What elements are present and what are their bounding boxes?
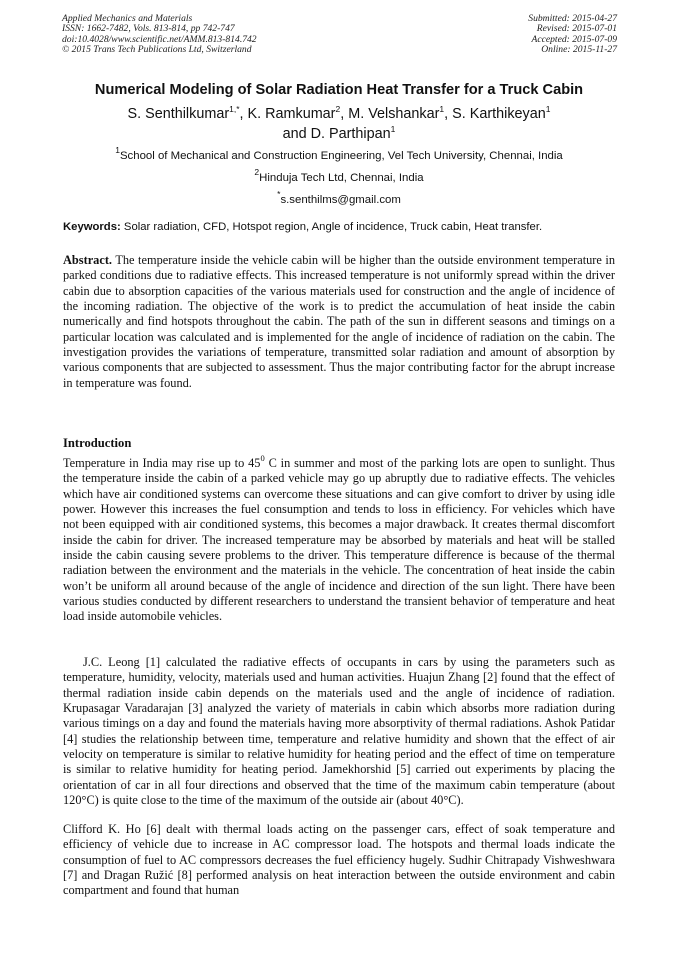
doi-line: doi:10.4028/www.scientific.net/AMM.813-814.742 xyxy=(62,33,257,45)
affiliation-1 xyxy=(30,145,648,162)
author-affil-mark: 1,* xyxy=(229,104,240,114)
p1-text-rest: C in summer and most of the parking lots are open to sunlight. Thus the temperature inside the cabin of a parked vehicle may go up abruptly due to radiative effects. The vehicles which have air conditioned systems can overcome these situations and can give comfort to driver by using idle power. However this increases the fuel consumption and tends to loss in efficiency. For vehicles which have not been equipped with air conditioned systems, this becomes a major drawback. It creates thermal discomfort inside the cabin for driver. The increased temperature may be absorbed by materials and heat will be stalled inside the cabin causing severe problems to the driver. This temperature difference is because of the thermal radiation between the environment and the materials in the vehicle. The concentration of heat inside the cabin won’t be uniform all around because of the angle of incidence and direction of the sun light. There have been various studies conducted by different researchers to understand the transient behavior of temperature and heat load inside automobile vehicles. xyxy=(63,456,615,624)
publication-dates xyxy=(528,14,617,56)
keywords-text: Solar radiation, CFD, Hotspot region, Angle of incidence, Truck cabin, Heat transfer. xyxy=(123,221,543,233)
paper-title: Numerical Modeling of Solar Radiation Heat Transfer for a Truck Cabin xyxy=(94,82,584,98)
affiliation-text: Hinduja Tech Ltd, Chennai, India xyxy=(259,172,424,184)
accepted-date: Accepted: 2015-07-09 xyxy=(531,33,617,45)
copyright-line: © 2015 Trans Tech Publications Ltd, Switzerland xyxy=(62,44,252,56)
intro-paragraph-1 xyxy=(63,453,615,625)
p1-text-start: Temperature in India may rise up to 45 xyxy=(63,456,261,470)
email-text: s.senthilms@gmail.com xyxy=(280,194,401,206)
corresponding-email xyxy=(30,189,648,206)
affiliation-mark: 2 xyxy=(254,167,260,177)
journal-name: Applied Mechanics and Materials xyxy=(62,13,193,24)
abstract-text: The temperature inside the vehicle cabin will be higher than the outside environment temperature in parked conditions due to radiative effects. This increased temperature is not uniformly spread within the driver cabin due to absorption capacities of the various materials used for construction and the angle of incidence of the incoming radiation. The objective of the work is to predict the accumulation of heat inside the cabin numerically and find hotspots throughout the cabin. The path of the sun in different seasons and timings on a particular location was calculated and is implemented for the angle of incidence of radiation on the cabin. The investigation provides the variations of temperature, transmitted solar radiation and amount of absorption by various components that are subjected to assessment. Thus the major contributing factor for the abrupt increase in temperature was found. xyxy=(63,253,616,390)
online-date: Online: 2015-11-27 xyxy=(541,44,617,56)
author-affil-mark: 1 xyxy=(439,104,445,114)
author-name: and D. Parthipan xyxy=(282,126,391,142)
keywords xyxy=(63,221,618,233)
author-name: M. Velshankar xyxy=(348,106,440,122)
author-line-2 xyxy=(70,124,608,144)
affiliation-mark: * xyxy=(277,189,281,199)
revised-date: Revised: 2015-07-01 xyxy=(536,23,617,35)
abstract-paragraph xyxy=(63,253,615,391)
author-line-1 xyxy=(70,104,608,124)
author-list xyxy=(70,104,608,144)
intro-paragraph-2: J.C. Leong [1] calculated the radiative effects of occupants in cars by using the parameters such as temperature, humidity, velocity, materials used and human activities. Huajun Zhang [2] found that the effect of thermal radiation inside cabin depends on the materials used and the angle of incidence of radiation. Krupasagar Varadarajan [3] analyzed the variety of materials in cabin which absorbs more radiation during various timings on a day and found the materials having more absorptivity of thermal radiations. Ashok Patidar [4] studies the relationship between time, temperature and relative humidity and shown that the effect of air velocity on temperature is similar to relative humidity for heating period and the effect of time on temperature is similar to relative humidity for heating period. Jamekhorshid [5] carried out experiments by placing the orientation of car in all four directions and observed that the time of the maximum cabin temperature (about 120°C) is quite close to the time of the maximum of the outside air (about 40°C). xyxy=(63,655,615,808)
author-separator: , xyxy=(239,106,248,122)
author-name: S. Senthilkumar xyxy=(127,106,230,122)
submitted-date: Submitted: 2015-04-27 xyxy=(528,13,617,24)
issn-line: ISSN: 1662-7482, Vols. 813-814, pp 742-747 xyxy=(62,23,235,35)
author-affil-mark: 1 xyxy=(545,104,551,114)
degree-superscript: 0 xyxy=(260,453,265,463)
author-separator: , xyxy=(444,106,453,122)
author-affil-mark: 1 xyxy=(390,124,396,134)
affiliation-mark: 1 xyxy=(115,145,120,155)
author-name: S. Karthikeyan xyxy=(452,106,546,122)
abstract-label: Abstract. xyxy=(63,253,113,267)
author-separator: , xyxy=(340,106,349,122)
author-name: K. Ramkumar xyxy=(247,106,336,122)
affiliation-2 xyxy=(30,167,648,184)
keywords-label: Keywords: xyxy=(63,221,121,233)
affiliation-text: School of Mechanical and Construction Engineering, Vel Tech University, Chennai, India xyxy=(119,150,563,162)
author-affil-mark: 2 xyxy=(335,104,341,114)
intro-paragraph-3: Clifford K. Ho [6] dealt with thermal loads acting on the passenger cars, effect of soak temperature and efficiency of vehicle due to increase in AC compressor load. The hotspots and thermal loads indicate the consumption of fuel to AC compressors decreases the fuel efficiency hugely. Sudhir Chitrapady Vishweshwara [7] and Dragan Ružić [8] performed analysis on heat interaction between the outside environment and cabin compartment and found that human xyxy=(63,822,615,898)
introduction-heading: Introduction xyxy=(63,436,132,450)
journal-info xyxy=(62,14,257,56)
